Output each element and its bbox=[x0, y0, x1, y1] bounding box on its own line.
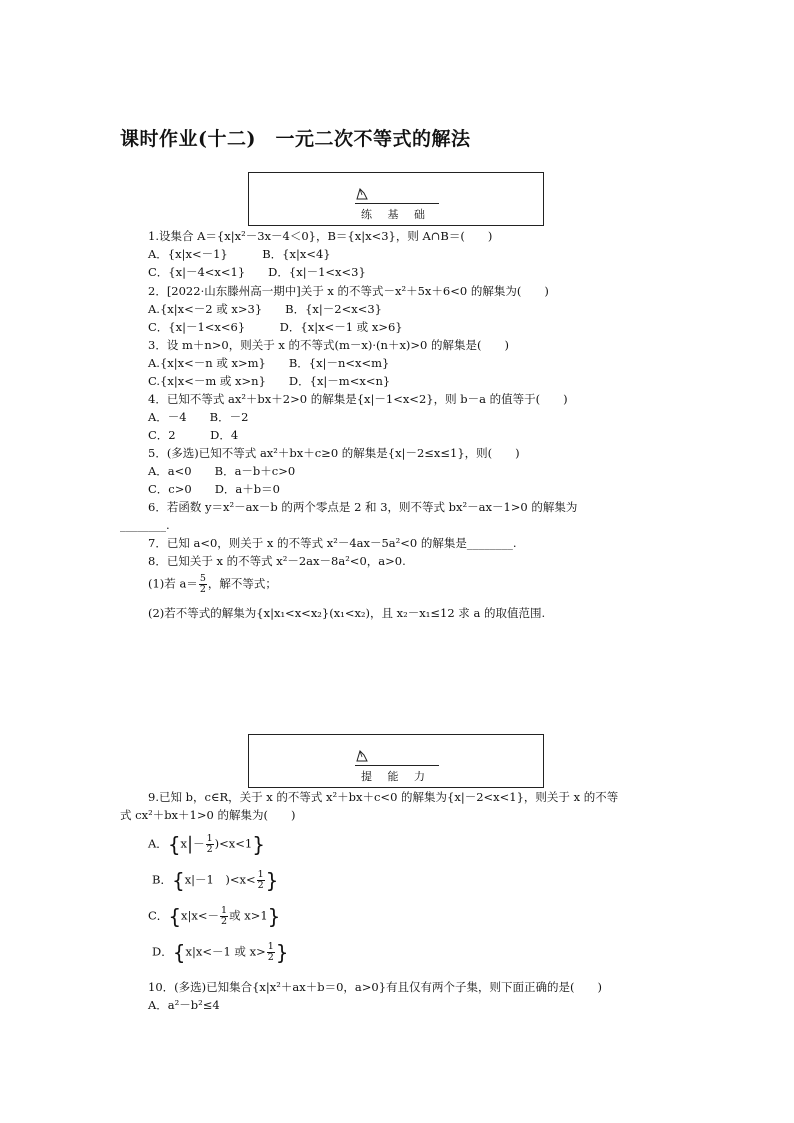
question-4-options-ab: A．－4 B．－2 bbox=[148, 410, 249, 424]
question-2: 2．[2022·山东滕州高一期中]关于 x 的不等式－x²＋5x＋6<0 的解集为( ) bbox=[148, 284, 549, 298]
question-1-options-cd: C．{x|－4<x<1} D．{x|－1<x<3} bbox=[148, 265, 366, 279]
section-rule bbox=[355, 765, 439, 766]
section-rule bbox=[355, 203, 439, 204]
question-5: 5．(多选)已知不等式 ax²＋bx＋c≥0 的解集是{x|－2≤x≤1}，则( ) bbox=[148, 446, 520, 460]
question-9-option-a: A．{x|－ $\frac{1}{2}$ )<x<1} bbox=[148, 832, 265, 857]
question-8-part-2: (2)若不等式的解集为{x|x₁<x<x₂}(x₁<x₂)，且 x₂－x₁≤12 求 a 的取值范围. bbox=[148, 606, 546, 620]
question-3-options-cd: C.{x|x<－m 或 x>n} D．{x|－m<x<n} bbox=[148, 374, 391, 388]
fraction-five-halves: $\frac{5}{2}$ bbox=[199, 573, 206, 595]
question-1: 1.设集合 A＝{x|x²－3x－4＜0}，B＝{x|x<3}，则 A∩B＝( ) bbox=[148, 229, 493, 243]
question-4-options-cd: C．2 D．4 bbox=[148, 428, 239, 442]
question-7: 7．已知 a<0，则关于 x 的不等式 x²－4ax－5a²<0 的解集是________. bbox=[148, 536, 517, 550]
pencil-icon bbox=[355, 187, 369, 201]
question-3-options-ab: A.{x|x<－n 或 x>m} B．{x|－n<x<m} bbox=[148, 356, 390, 370]
question-5-options-cd: C．c>0 D．a＋b＝0 bbox=[148, 482, 280, 496]
question-5-options-ab: A．a<0 B．a－b＋c>0 bbox=[148, 464, 296, 478]
question-8-part-1: (1)若 a＝ $\frac{5}{2}$ ，解不等式； bbox=[148, 573, 277, 595]
section-label: 练 基 础 bbox=[361, 208, 431, 221]
page-title: 课时作业(十二) 一元二次不等式的解法 bbox=[120, 128, 471, 150]
question-10-option-a: A．a²－b²≤4 bbox=[148, 998, 220, 1012]
question-1-options-ab: A．{x|x<－1} B．{x|x<4} bbox=[148, 247, 331, 261]
pencil-icon bbox=[355, 749, 369, 763]
section-label: 提 能 力 bbox=[361, 770, 431, 783]
section-header-advanced bbox=[248, 734, 544, 788]
question-6: 6．若函数 y＝x²－ax－b 的两个零点是 2 和 3，则不等式 bx²－ax－1>0 的解集为 bbox=[148, 500, 578, 514]
question-9-option-d: D．{x|x<－1 或 x> $\frac{1}{2}$ } bbox=[152, 940, 289, 965]
question-10: 10．(多选)已知集合{x|x²＋ax＋b＝0，a>0}有且仅有两个子集，则下面正确的是( ) bbox=[148, 980, 602, 994]
section-header-basic bbox=[248, 172, 544, 226]
question-9-continued: 式 cx²＋bx＋1>0 的解集为( ) bbox=[120, 808, 296, 822]
question-2-options-ab: A.{x|x<－2 或 x>3} B．{x|－2<x<3} bbox=[148, 302, 382, 316]
question-3: 3．设 m＋n>0，则关于 x 的不等式(m－x)·(n＋x)>0 的解集是( ) bbox=[148, 338, 509, 352]
question-6-blank: ________. bbox=[120, 518, 170, 532]
question-2-options-cd: C．{x|－1<x<6} D．{x|x<－1 或 x>6} bbox=[148, 320, 403, 334]
question-9-option-b: B．{x|－1 )<x< $\frac{1}{2}$ } bbox=[152, 868, 279, 893]
question-4: 4．已知不等式 ax²＋bx＋2>0 的解集是{x|－1<x<2}，则 b－a 的值等于( ) bbox=[148, 392, 568, 406]
question-8: 8．已知关于 x 的不等式 x²－2ax－8a²<0，a>0. bbox=[148, 554, 406, 568]
question-9-option-c: C．{x|x<－ $\frac{1}{2}$ 或 x>1} bbox=[148, 904, 281, 929]
question-9: 9.已知 b，c∈R，关于 x 的不等式 x²＋bx＋c<0 的解集为{x|－2<x<1}，则关于 x 的不等 bbox=[148, 790, 619, 804]
